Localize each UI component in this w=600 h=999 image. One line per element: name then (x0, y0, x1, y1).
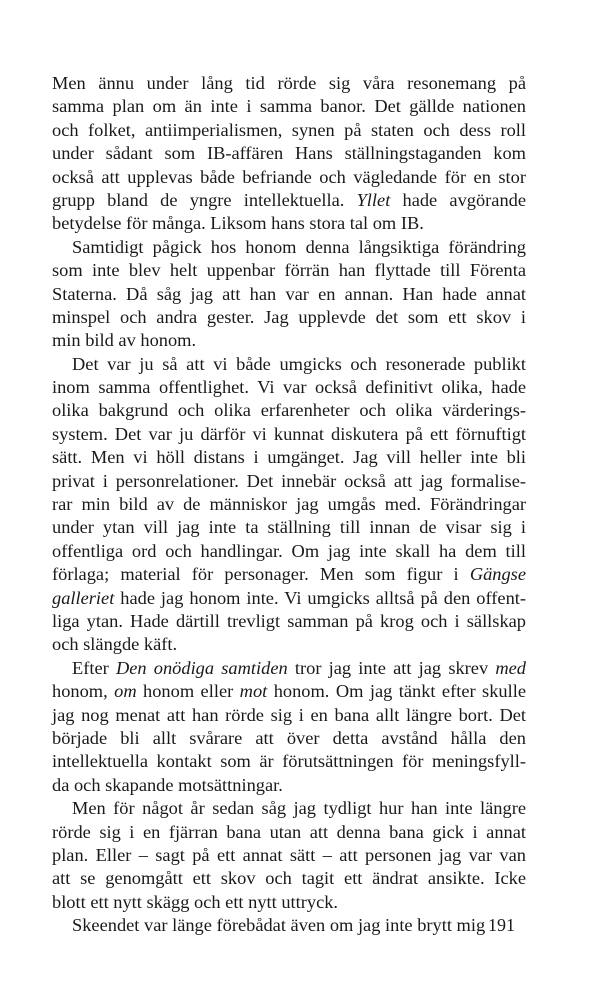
text-run: offentliga ord och handlingar. Om jag inte skall ha dem till (52, 540, 526, 561)
text-run: system. Det var ju därför vi kunnat diskutera på ett förnuftigt (52, 423, 526, 444)
text-line (52, 563, 526, 586)
text-line (52, 212, 526, 235)
text-run: honom eller (136, 681, 240, 702)
text-line (52, 283, 526, 306)
text-run: Det var ju så att vi både umgicks och resonerade publikt (72, 353, 526, 374)
text-run: Men för något år sedan såg jag tydligt hur han inte längre (72, 798, 526, 819)
text-line (52, 844, 526, 867)
book-page-text (52, 72, 526, 937)
text-run: Samtidigt pågick hos honom denna långsiktiga förändring (72, 236, 526, 257)
text-run: rar min bild av de människor jag umgås med. Förändringar (52, 494, 526, 515)
text-run: hade avgörande (390, 189, 527, 210)
text-line (52, 821, 526, 844)
text-run: under ytan vill jag inte ta ställning till innan de visar sig i (52, 517, 526, 538)
paragraph (52, 797, 526, 914)
text-run: grupp bland de yngre intellektuella. (52, 189, 357, 210)
text-line (52, 119, 526, 142)
text-run: och folket, antiimperialismen, synen på staten och dess roll (52, 119, 526, 140)
text-line (52, 470, 526, 493)
text-line (52, 399, 526, 422)
text-run: Staterna. Då såg jag att han var en annan. Han hade annat (52, 283, 526, 304)
text-run: plan. Eller – sagt på ett annat sätt – att personen jag var van (52, 844, 526, 865)
text-line (52, 914, 526, 937)
italic-text: mot (239, 681, 268, 702)
text-run: min bild av honom. (52, 330, 197, 351)
text-run: förlaga; material för personager. Men som figur i (52, 564, 470, 585)
text-line (52, 774, 526, 797)
text-line (52, 329, 526, 352)
text-line (52, 72, 526, 95)
text-run: som inte blev helt uppenbar förrän han flyttade till Förenta (52, 260, 526, 281)
text-line (52, 867, 526, 890)
text-line (52, 189, 526, 212)
text-line (52, 259, 526, 282)
text-run: olika bakgrund och olika erfarenheter och olika värderings- (52, 400, 526, 421)
italic-text: om (114, 681, 137, 702)
text-line (52, 727, 526, 750)
text-line (52, 236, 526, 259)
italic-text: galleriet (52, 587, 115, 608)
text-line (52, 680, 526, 703)
paragraph (52, 72, 526, 236)
text-run: rörde sig i en fjärran bana utan att denna bana gick i annat (52, 821, 526, 842)
paragraph (52, 236, 526, 353)
text-run: sätt. Men vi höll distans i umgänget. Jag vill heller inte bli (52, 447, 526, 468)
text-line (52, 306, 526, 329)
page-number: 191 (488, 915, 515, 935)
text-run: inom samma offentlighet. Vi var också definitivt olika, hade (52, 377, 526, 398)
text-line (52, 423, 526, 446)
text-line (52, 376, 526, 399)
text-run: Men ännu under lång tid rörde sig våra resonemang på (52, 73, 526, 93)
text-run: jag nog menat att han rörde sig i en bana allt längre bort. Det (52, 704, 526, 725)
text-line (52, 797, 526, 820)
paragraph (52, 914, 526, 937)
text-run: började bli allt svårare att över detta avstånd hålla den (52, 727, 526, 748)
text-line (52, 540, 526, 563)
text-run: Skeendet var länge förebådat även om jag inte brytt mig (72, 915, 486, 936)
text-run: tror jag inte att jag skrev (287, 657, 496, 678)
italic-text: med (495, 657, 526, 678)
text-run: samma plan om än inte i samma banor. Det gällde nationen (52, 96, 526, 117)
text-line (52, 610, 526, 633)
text-run: honom. Om jag tänkt efter skulle (267, 681, 526, 702)
italic-text: Den onödiga samtiden (115, 657, 288, 678)
italic-text: Yllet (356, 189, 391, 210)
italic-text: Gängse (469, 564, 526, 585)
text-line (52, 493, 526, 516)
text-run: under sådant som IB-affären Hans ställningstaganden kom (52, 143, 526, 164)
text-line (52, 142, 526, 165)
text-run: liga ytan. Hade därtill trevligt samman på krog och i sällskap (52, 610, 526, 631)
text-line (52, 516, 526, 539)
text-run: minspel och andra gester. Jag upplevde det som ett skov i (52, 306, 526, 327)
text-line (52, 587, 526, 610)
text-line (52, 95, 526, 118)
text-line (52, 166, 526, 189)
paragraph (52, 657, 526, 797)
text-run: Efter (72, 657, 116, 678)
text-run: betydelse för många. Liksom hans stora tal om IB. (52, 213, 424, 234)
text-run: intellektuella kontakt som är förutsättningen för meningsfyll- (52, 751, 526, 772)
text-run: honom, (52, 681, 115, 702)
text-run: att se genomgått ett skov och tagit ett ändrat ansikte. Icke (52, 868, 526, 889)
text-line (52, 657, 526, 680)
text-run: blott ett nytt skägg och ett nytt uttryck. (52, 891, 339, 912)
text-line (52, 353, 526, 376)
text-run: hade jag honom inte. Vi umgicks alltså på den offent- (114, 587, 526, 608)
text-line (52, 891, 526, 914)
text-run: också att upplevas både befriande och vägledande för en stor (52, 166, 526, 187)
text-line (52, 633, 526, 656)
text-run: privat i personrelationer. Det innebär också att jag formalise- (52, 470, 526, 491)
text-line (52, 704, 526, 727)
text-line (52, 750, 526, 773)
text-run: da och skapande motsättningar. (52, 774, 283, 795)
paragraph (52, 353, 526, 657)
text-line (52, 446, 526, 469)
text-run: och slängde käft. (52, 634, 178, 655)
